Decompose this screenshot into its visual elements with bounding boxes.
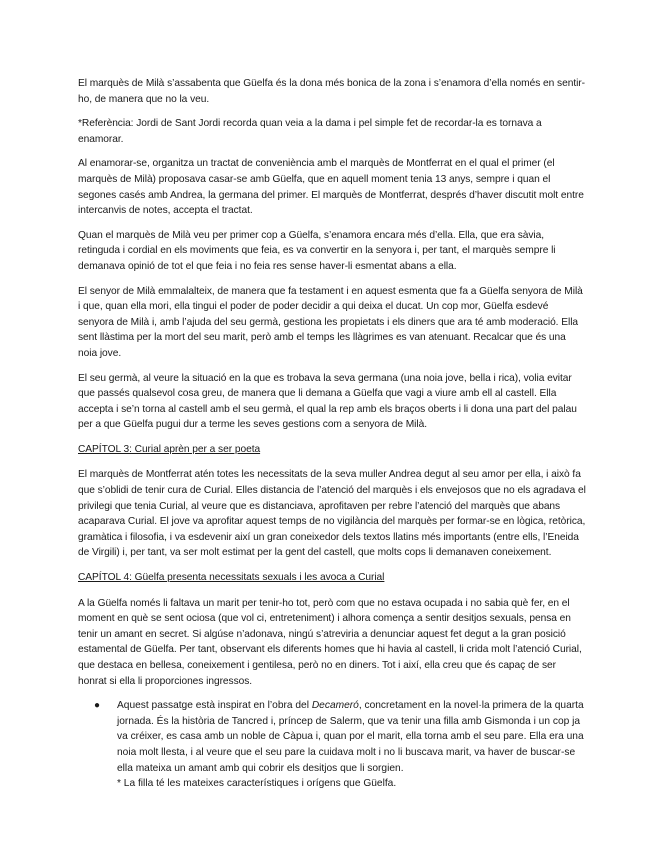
- paragraph-germa: El seu germà, al veure la situació en la que es trobava la seva germana (una noia jove, bella i rica), volia evitar que passés qualsevol cosa greu, de manera que li demana a Güelfa que vagi a viure amb ell al castell. Ella accepta i se’n torna al castell amb el seu germà, el qual la rep amb els braços oberts i li dona una part del palau per a que Güelfa pugui dur a terme les seves gestions com a senyora de Milà.: [78, 372, 577, 431]
- bullet-text-before: Aquest passatge està inspirat en l’obra del: [117, 700, 312, 712]
- book-title: Decameró: [311, 700, 359, 712]
- document-body: [78, 76, 586, 792]
- chapter-3-heading: CAPÍTOL 3: Curial aprèn per a ser poeta: [78, 443, 261, 455]
- paragraph-chapter-4: A la Güelfa només li faltava un marit per tenir-ho tot, però com que no estava ocupada i no sabia què fer, en el moment en què se sent ociosa (que vol ci, entreteniment) i alhora comença a sentir desitjos sexuals, pensa en tenir un amant en secret. Si algúse n’adonava, ningú s’atreviria a denunciar aquest fet degut a la gran posició estamental de Güelfa. Per tant, observant els diferents homes que hi havia al castell, li crida molt l’atenció Curial, que destaca en bellesa, coneixement i gentilesa, però no en diners. Tot i així, ella creu que és capaç de ser honrat si ella li proporciones ingressos.: [78, 597, 582, 687]
- paragraph-primer-cop: Quan el marquès de Milà veu per primer cop a Güelfa, s’enamora encara més d’ella. Ella, que era sàvia, retinguda i cordial en els moviments que feia, es va convertir en la senyora i, per tant, el marquès sempre li demanava opinió de tot el que feia i no feia res sense haver-li esmentat abans a ella.: [78, 229, 556, 272]
- bullet-text-after: , concretament en la novel·la primera de la quarta jornada. És la història de Tancred i, príncep de Salerm, que va tenir una filla amb Gismonda i un cop ja va créixer, es casa amb un noble de Càpua i, quan por el marit, ella torna amb el seu pare. Ella era una noia molt llesta, i al veure que el seu pare la cuidava molt i no li buscava marit, va haver de buscar-se ella mateixa un amant amb qui cobrir els desitjos que li sorgien.: [117, 700, 584, 774]
- list-item: [78, 698, 586, 792]
- paragraph-chapter-3: El marquès de Montferrat atén totes les necessitats de la seva muller Andrea degut al seu amor per ella, i això fa que s’oblidi de tenir cura de Curial. Elles distancia de l’atenció del marquès i els envejosos que no els agradava el privilegi que tenia Curial, al veure que es distanciava, aprofitaven per rebre l’atenció del marquès que abans acaparava Curial. El jove va aprofitar aquest temps de no vigilància del marquès per formar-se en lògica, retòrica, gramàtica i filosofia, i va esdevenir així un gran coneixedor dels textos llatins més importants (entre ells, l’Eneida de Virgili) i, per tant, va ser molt estimat per la gent del castell, que molts cops li demanaven coneixement.: [78, 469, 586, 559]
- paragraph-referencia: *Referència: Jordi de Sant Jordi recorda quan veia a la dama i pel simple fet de recordar-la es tornava a enamorar.: [78, 118, 542, 145]
- bullet-note: * La filla té les mateixes característiques i orígens que Güelfa.: [117, 778, 397, 790]
- paragraph-tractat: Al enamorar-se, organitza un tractat de conveniència amb el marquès de Montferrat en el qual el primer (el marquès de Milà) proposava casar-se amb Güelfa, que en aquell moment tenia 13 anys, sempre i quan el segones casés amb Andrea, la germana del primer. El marquès de Montferrat, després d’haver discutit molt entre intercanvis de notes, accepta el tractat.: [78, 158, 584, 217]
- paragraph-marques-enamora: El marquès de Milà s’assabenta que Güelfa és la dona més bonica de la zona i s’enamora d’ella només en sentir-ho, de manera que no la veu.: [78, 78, 585, 105]
- chapter-4-heading: CAPÍTOL 4: Güelfa presenta necessitats sexuals i les avoca a Curial: [78, 572, 385, 584]
- bullet-icon: ●: [94, 700, 101, 712]
- bullet-list: [78, 698, 586, 792]
- paragraph-testament: El senyor de Milà emmalalteix, de manera que fa testament i en aquest esmenta que fa a Güelfa senyora de Milà i que, quan ella mori, ella tingui el poder de poder decidir a qui deixa el ducat. Un cop mor, Güelfa esdevé senyora de Milà i, amb l’ajuda del seu germà, gestiona les propietats i els diners que ara té amb moderació. Ella sent llàstima per la mort del seu marit, però amb el temps les llàgrimes es van atenuant. Recalcar que és una noia jove.: [78, 285, 583, 359]
